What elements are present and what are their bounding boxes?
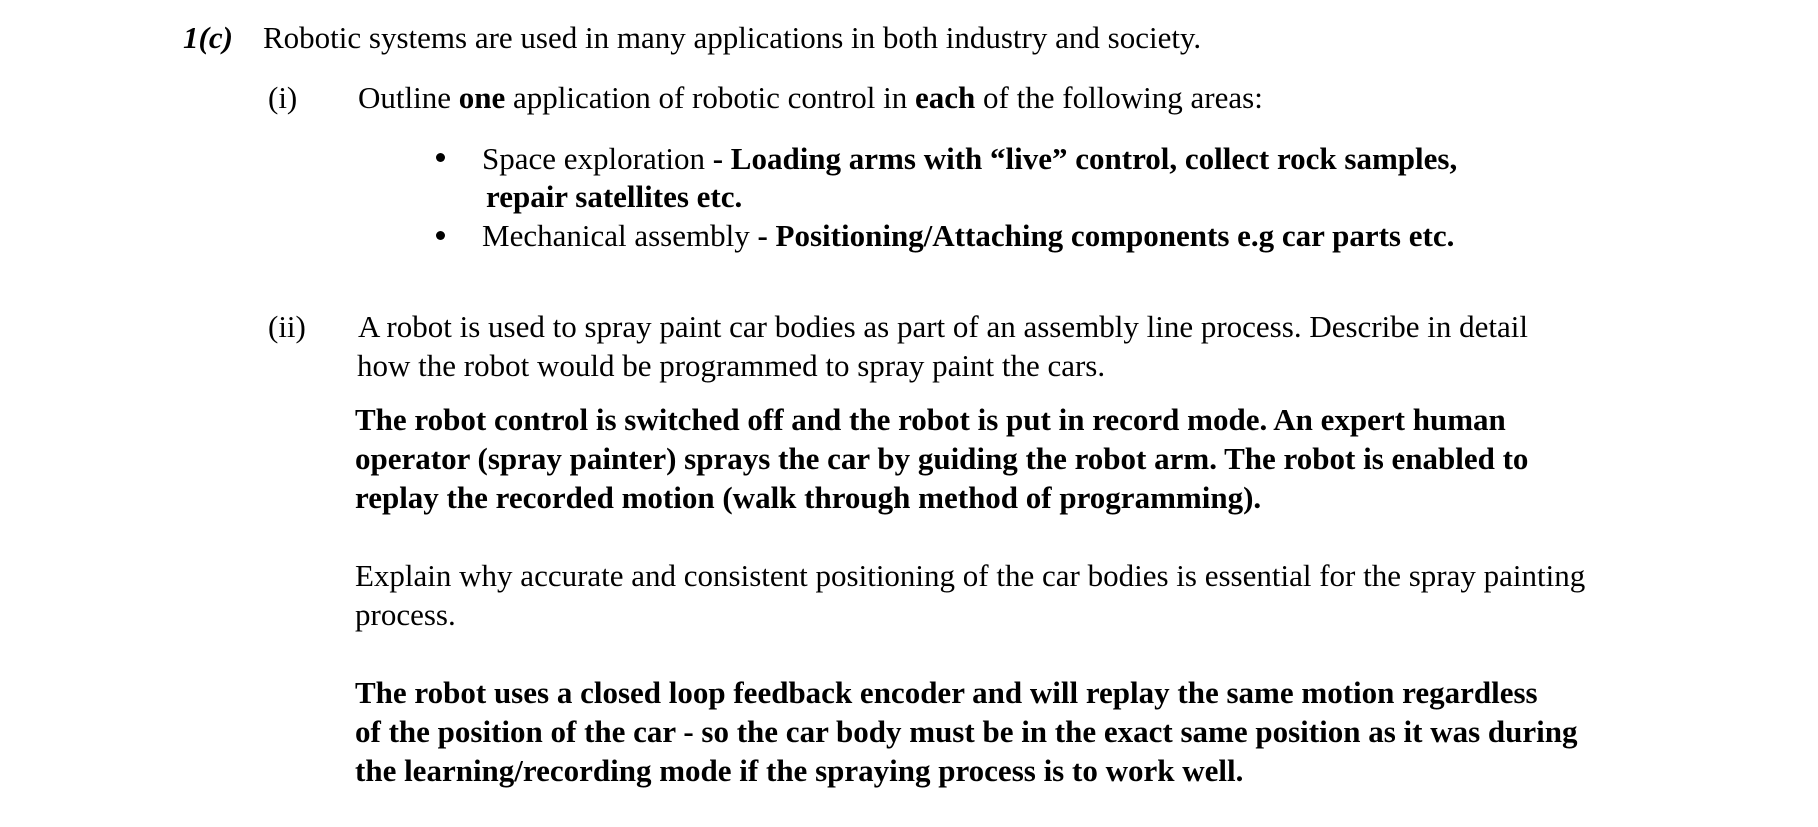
part-ii-label: (ii) [268, 309, 306, 344]
bullet-answer-continued: repair satellites etc. [486, 179, 743, 214]
explain-question-line: process. [355, 597, 456, 632]
question-intro: Robotic systems are used in many applications in both industry and society. [263, 20, 1202, 55]
bullet-item-space-exploration [482, 139, 1457, 178]
prompt-text: application of robotic control in [505, 80, 916, 115]
bullet-area: Mechanical assembly [482, 218, 750, 253]
bullet-area: Space exploration [482, 141, 705, 176]
answer-paragraph-line: The robot control is switched off and the robot is put in record mode. An expert human [355, 402, 1506, 437]
answer-paragraph-line: replay the recorded motion (walk through method of programming). [355, 480, 1262, 515]
bullet-item-mechanical-assembly [482, 216, 1454, 255]
answer-paragraph-line: of the position of the car - so the car body must be in the exact same position as it was during [355, 714, 1578, 749]
part-ii-question-line: how the robot would be programmed to spray paint the cars. [357, 348, 1106, 383]
bullet-icon [436, 153, 445, 162]
prompt-emphasis-one: one [458, 80, 506, 115]
answer-paragraph-line: the learning/recording mode if the spraying process is to work well. [355, 753, 1244, 788]
answer-paragraph-line: The robot uses a closed loop feedback encoder and will replay the same motion regardless [355, 675, 1538, 710]
prompt-text: Outline [358, 80, 459, 115]
answer-paragraph-line: operator (spray painter) sprays the car by guiding the robot arm. The robot is enabled to [355, 441, 1529, 476]
bullet-answer: - Loading arms with “live” control, collect rock samples, [704, 141, 1458, 176]
part-i-label: (i) [268, 80, 298, 115]
prompt-text: of the following areas: [975, 80, 1263, 115]
part-ii-question-line: A robot is used to spray paint car bodies as part of an assembly line process. Describe in detail [358, 309, 1528, 344]
explain-question-line: Explain why accurate and consistent positioning of the car bodies is essential for the spray painting [355, 558, 1586, 593]
bullet-icon [436, 231, 445, 240]
part-i-prompt [358, 78, 1263, 117]
bullet-answer: - Positioning/Attaching components e.g car parts etc. [749, 218, 1455, 253]
question-number: 1(c) [183, 20, 233, 55]
prompt-emphasis-each: each [915, 80, 976, 115]
